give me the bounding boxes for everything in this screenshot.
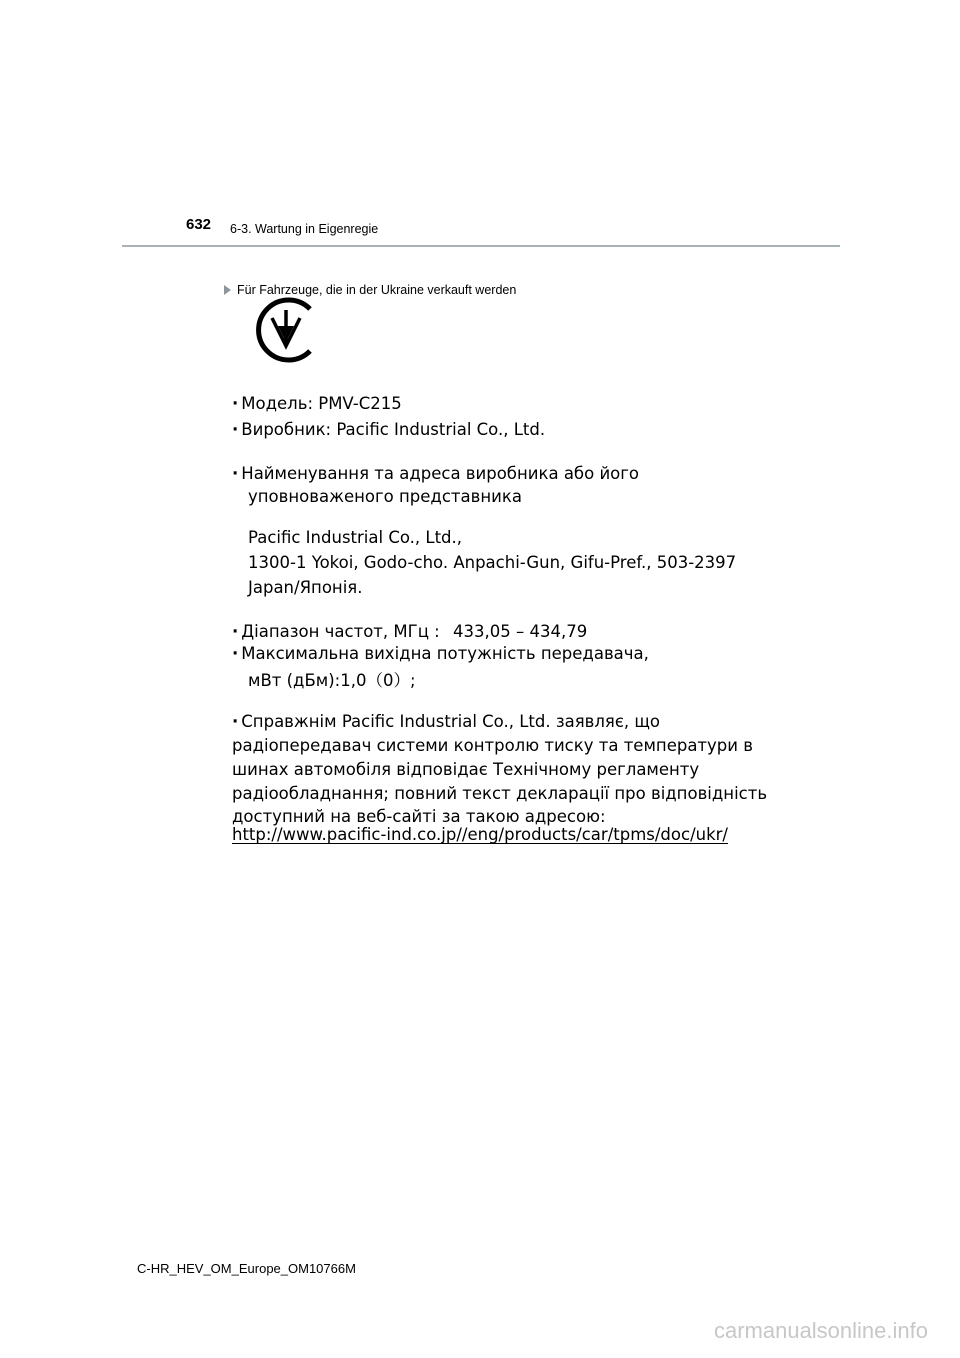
model-text: Модель: PMV-C215 bbox=[241, 394, 402, 413]
triangle-bullet-icon bbox=[224, 285, 231, 295]
statement-line-2: радіопередавач системи контролю тиску та температури в bbox=[232, 736, 753, 755]
bullet-dot: · bbox=[232, 622, 239, 641]
power-value: мВт (дБм):1,0（0）; bbox=[248, 671, 416, 690]
section-title: 6-3. Wartung in Eigenregie bbox=[230, 222, 379, 236]
statement-line-5: доступний на веб-сайті за такою адресою: bbox=[232, 807, 606, 826]
manufacturer-line bbox=[232, 418, 545, 442]
company-country: Japan/Японія. bbox=[248, 578, 363, 597]
bullet-dot: · bbox=[232, 644, 239, 663]
statement-line-4: радіообладнання; повний текст декларації про відповідність bbox=[232, 784, 768, 803]
power-text: Максимальна вихідна потужність передавача, bbox=[241, 644, 649, 663]
name-address-title-text: Найменування та адреса виробника або його bbox=[241, 464, 640, 483]
statement-line-3: шинах автомобіля відповідає Технічному регламенту bbox=[232, 760, 700, 779]
bullet-dot: · bbox=[232, 420, 239, 439]
ukrainian-conformity-mark-icon bbox=[250, 294, 322, 366]
model-line bbox=[232, 392, 402, 416]
document-footer: C-HR_HEV_OM_Europe_OM10766M bbox=[137, 1261, 356, 1276]
statement-line bbox=[232, 710, 660, 734]
bullet-dot: · bbox=[232, 464, 239, 483]
watermark: carmanualsonline.info bbox=[713, 1318, 928, 1343]
bullet-dot: · bbox=[232, 394, 239, 413]
name-address-title bbox=[232, 462, 639, 486]
bullet-dot: · bbox=[232, 712, 239, 731]
manufacturer-text: Виробник: Pacific Industrial Co., Ltd. bbox=[241, 420, 546, 439]
name-address-title-cont: уповноваженого представника bbox=[248, 487, 522, 506]
page-number: 632 bbox=[186, 216, 212, 233]
frequency-value: 433,05 – 434,79 bbox=[453, 622, 588, 641]
company-name: Pacific Industrial Co., Ltd., bbox=[248, 528, 463, 547]
power-line bbox=[232, 642, 649, 666]
subheading-text: Für Fahrzeuge, die in der Ukraine verkauft werden bbox=[237, 283, 517, 297]
company-address: 1300-1 Yokoi, Godo-cho. Anpachi-Gun, Gifu-Pref., 503-2397 bbox=[248, 553, 737, 572]
frequency-line bbox=[232, 620, 440, 644]
statement-text: Справжнім Pacific Industrial Co., Ltd. заявляє, що bbox=[241, 712, 661, 731]
frequency-label: Діапазон частот, МГц : bbox=[241, 622, 440, 641]
header-divider bbox=[122, 245, 840, 247]
declaration-url-link[interactable]: http://www.pacific-ind.co.jp//eng/products/car/tpms/doc/ukr/ bbox=[232, 825, 728, 844]
